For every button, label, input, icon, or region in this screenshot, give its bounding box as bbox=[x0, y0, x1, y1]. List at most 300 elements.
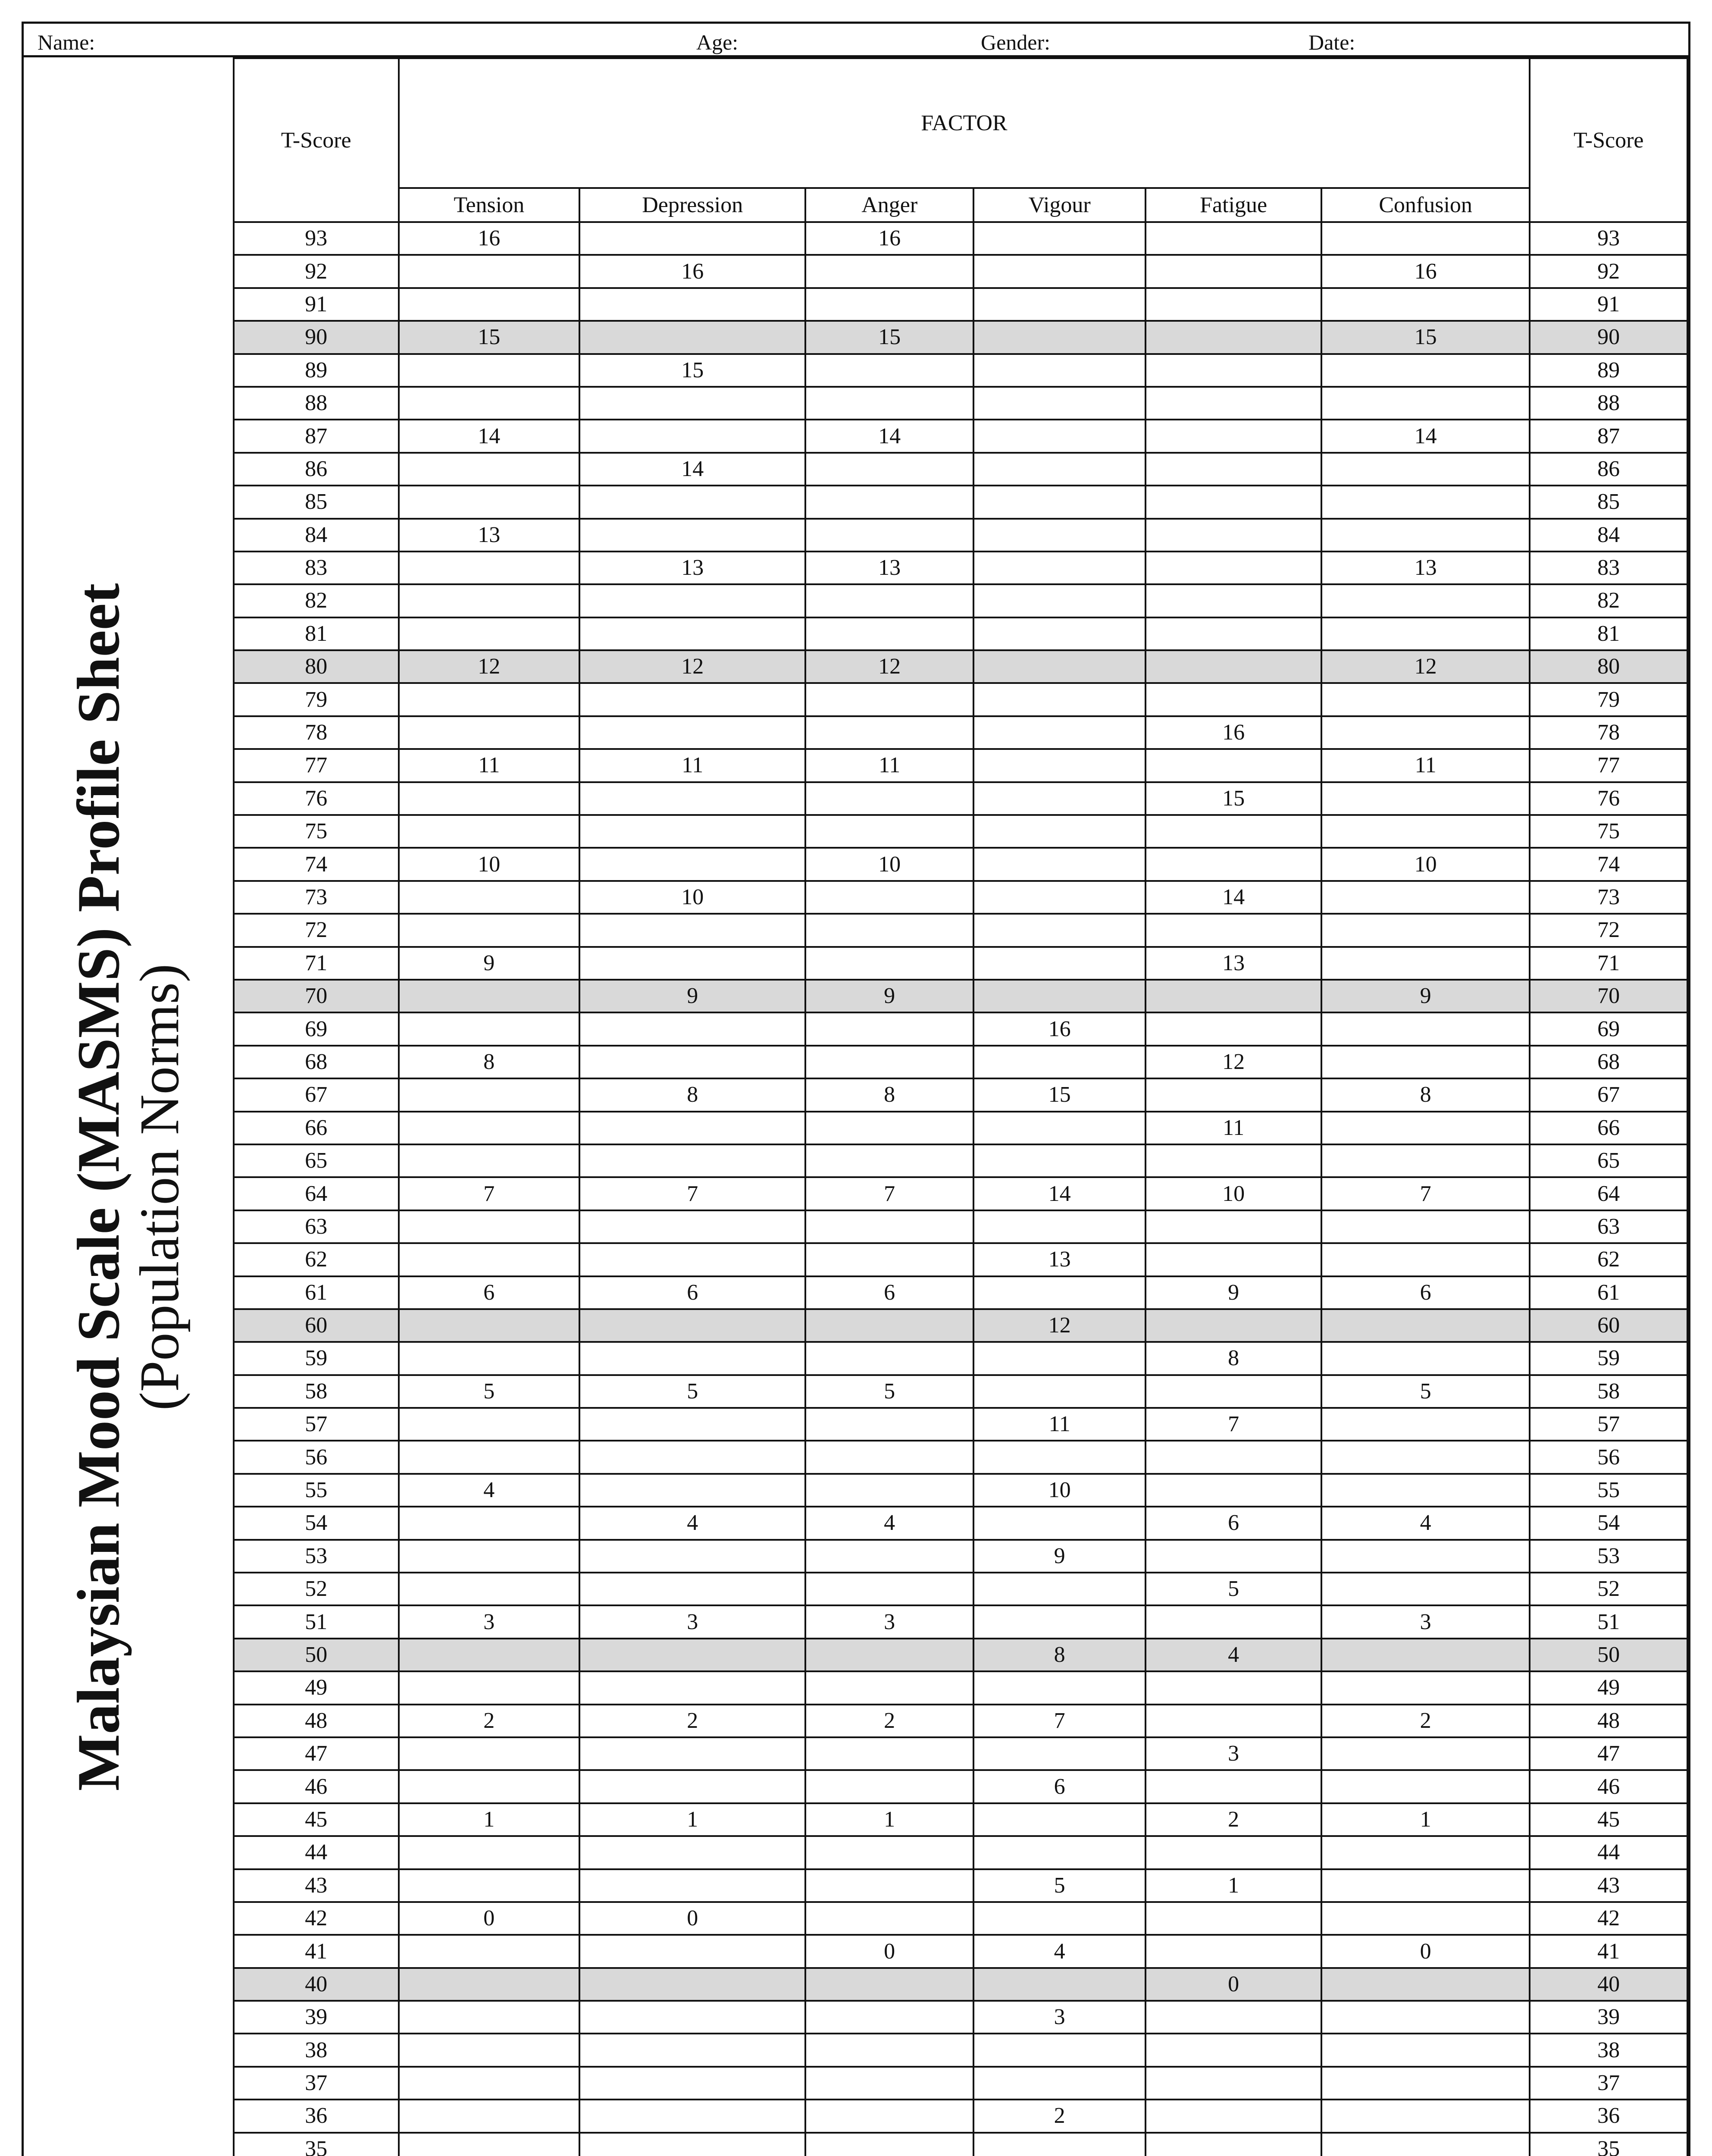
tscore-cell-left: 85 bbox=[234, 486, 399, 518]
confusion-cell: 9 bbox=[1321, 980, 1530, 1012]
vigour-cell: 14 bbox=[973, 1177, 1146, 1210]
confusion-cell bbox=[1321, 716, 1530, 749]
depression-cell bbox=[579, 1342, 805, 1375]
vigour-cell bbox=[973, 2034, 1146, 2066]
depression-cell: 15 bbox=[579, 354, 805, 387]
table-row bbox=[234, 387, 1687, 420]
tscore-cell-left: 43 bbox=[234, 1869, 399, 1902]
anger-cell bbox=[805, 1540, 973, 1573]
tscore-cell-left: 35 bbox=[234, 2133, 399, 2156]
tension-cell bbox=[399, 255, 579, 288]
fatigue-cell bbox=[1146, 1144, 1321, 1177]
table-row bbox=[234, 519, 1687, 552]
tscore-cell-right: 59 bbox=[1530, 1342, 1687, 1375]
depression-cell bbox=[579, 683, 805, 716]
table-row bbox=[234, 552, 1687, 584]
tscore-cell-left: 93 bbox=[234, 222, 399, 255]
tscore-cell-right: 89 bbox=[1530, 354, 1687, 387]
depression-cell bbox=[579, 584, 805, 617]
confusion-cell: 0 bbox=[1321, 1935, 1530, 1968]
tscore-cell-right: 73 bbox=[1530, 881, 1687, 914]
table-row bbox=[234, 1276, 1687, 1309]
tscore-cell-right: 82 bbox=[1530, 584, 1687, 617]
confusion-cell: 6 bbox=[1321, 1276, 1530, 1309]
anger-cell bbox=[805, 1012, 973, 1045]
fatigue-cell bbox=[1146, 222, 1321, 255]
confusion-cell bbox=[1321, 2133, 1530, 2156]
table-row bbox=[234, 584, 1687, 617]
depression-cell: 0 bbox=[579, 1902, 805, 1935]
vigour-cell bbox=[973, 716, 1146, 749]
anger-cell: 1 bbox=[805, 1803, 973, 1836]
confusion-cell bbox=[1321, 947, 1530, 980]
tscore-cell-right: 48 bbox=[1530, 1705, 1687, 1737]
tscore-cell-left: 90 bbox=[234, 321, 399, 354]
tscore-cell-right: 55 bbox=[1530, 1474, 1687, 1507]
fatigue-cell bbox=[1146, 2034, 1321, 2066]
table-row bbox=[234, 1144, 1687, 1177]
tscore-cell-left: 47 bbox=[234, 1737, 399, 1770]
vigour-cell bbox=[973, 1605, 1146, 1638]
table-row bbox=[234, 1078, 1687, 1111]
vigour-cell bbox=[973, 1046, 1146, 1078]
confusion-cell bbox=[1321, 1639, 1530, 1671]
anger-cell bbox=[805, 2034, 973, 2066]
vigour-cell bbox=[973, 354, 1146, 387]
table-row bbox=[234, 2133, 1687, 2156]
anger-cell bbox=[805, 1243, 973, 1276]
vigour-cell: 2 bbox=[973, 2100, 1146, 2132]
vigour-cell bbox=[973, 749, 1146, 782]
vigour-cell bbox=[973, 1441, 1146, 1473]
tscore-cell-left: 39 bbox=[234, 2001, 399, 2034]
age-label: Age: bbox=[696, 30, 739, 54]
vigour-cell: 7 bbox=[973, 1705, 1146, 1737]
fatigue-cell bbox=[1146, 1770, 1321, 1803]
table-row bbox=[234, 1375, 1687, 1408]
vigour-cell bbox=[973, 881, 1146, 914]
depression-cell: 3 bbox=[579, 1605, 805, 1638]
tscore-cell-right: 90 bbox=[1530, 321, 1687, 354]
tension-cell bbox=[399, 683, 579, 716]
tscore-cell-right: 38 bbox=[1530, 2034, 1687, 2066]
tscore-cell-left: 68 bbox=[234, 1046, 399, 1078]
tscore-cell-right: 75 bbox=[1530, 815, 1687, 848]
vigour-cell bbox=[973, 1836, 1146, 1869]
tscore-cell-right: 86 bbox=[1530, 453, 1687, 486]
vigour-cell bbox=[973, 683, 1146, 716]
confusion-cell: 15 bbox=[1321, 321, 1530, 354]
confusion-cell bbox=[1321, 1737, 1530, 1770]
depression-cell bbox=[579, 1309, 805, 1342]
table-row bbox=[234, 420, 1687, 452]
anger-cell bbox=[805, 2100, 973, 2132]
tscore-cell-left: 66 bbox=[234, 1112, 399, 1144]
tscore-cell-right: 65 bbox=[1530, 1144, 1687, 1177]
tscore-cell-left: 48 bbox=[234, 1705, 399, 1737]
confusion-cell bbox=[1321, 1540, 1530, 1573]
fatigue-cell bbox=[1146, 815, 1321, 848]
tscore-cell-right: 79 bbox=[1530, 683, 1687, 716]
tscore-cell-left: 84 bbox=[234, 519, 399, 552]
table-row bbox=[234, 1573, 1687, 1605]
tscore-cell-right: 39 bbox=[1530, 2001, 1687, 2034]
vigour-cell: 8 bbox=[973, 1639, 1146, 1671]
confusion-cell bbox=[1321, 683, 1530, 716]
depression-cell bbox=[579, 617, 805, 650]
vigour-cell bbox=[973, 947, 1146, 980]
tscore-cell-right: 80 bbox=[1530, 650, 1687, 683]
tscore-cell-left: 87 bbox=[234, 420, 399, 452]
vigour-cell bbox=[973, 519, 1146, 552]
tscore-cell-left: 80 bbox=[234, 650, 399, 683]
tscore-cell-right: 36 bbox=[1530, 2100, 1687, 2132]
vigour-cell bbox=[973, 321, 1146, 354]
depression-cell bbox=[579, 2034, 805, 2066]
fatigue-cell: 16 bbox=[1146, 716, 1321, 749]
tscore-cell-right: 63 bbox=[1530, 1210, 1687, 1243]
tscore-cell-right: 51 bbox=[1530, 1605, 1687, 1638]
confusion-cell bbox=[1321, 1243, 1530, 1276]
anger-cell bbox=[805, 815, 973, 848]
tension-cell: 12 bbox=[399, 650, 579, 683]
table-row bbox=[234, 881, 1687, 914]
tscore-cell-left: 64 bbox=[234, 1177, 399, 1210]
tension-cell bbox=[399, 1639, 579, 1671]
confusion-cell bbox=[1321, 519, 1530, 552]
depression-cell: 6 bbox=[579, 1276, 805, 1309]
confusion-cell bbox=[1321, 1474, 1530, 1507]
fatigue-cell bbox=[1146, 1705, 1321, 1737]
confusion-cell bbox=[1321, 1309, 1530, 1342]
confusion-cell bbox=[1321, 881, 1530, 914]
tscore-cell-left: 69 bbox=[234, 1012, 399, 1045]
table-row bbox=[234, 1243, 1687, 1276]
tension-cell bbox=[399, 1309, 579, 1342]
vigour-cell: 3 bbox=[973, 2001, 1146, 2034]
vigour-cell bbox=[973, 617, 1146, 650]
tscore-cell-right: 46 bbox=[1530, 1770, 1687, 1803]
anger-cell: 3 bbox=[805, 1605, 973, 1638]
anger-cell bbox=[805, 2001, 973, 2034]
tscore-cell-right: 76 bbox=[1530, 782, 1687, 815]
vigour-cell: 5 bbox=[973, 1869, 1146, 1902]
tension-cell bbox=[399, 1540, 579, 1573]
table-row bbox=[234, 815, 1687, 848]
tscore-cell-right: 47 bbox=[1530, 1737, 1687, 1770]
anger-cell bbox=[805, 1671, 973, 1704]
table-row bbox=[234, 1046, 1687, 1078]
table-row bbox=[234, 1902, 1687, 1935]
tension-cell bbox=[399, 552, 579, 584]
vigour-cell bbox=[973, 980, 1146, 1012]
tension-cell: 8 bbox=[399, 1046, 579, 1078]
vigour-cell bbox=[973, 486, 1146, 518]
tscore-cell-right: 54 bbox=[1530, 1507, 1687, 1539]
vigour-cell bbox=[973, 255, 1146, 288]
depression-cell: 4 bbox=[579, 1507, 805, 1539]
tscore-cell-right: 61 bbox=[1530, 1276, 1687, 1309]
tscore-cell-right: 43 bbox=[1530, 1869, 1687, 1902]
tscore-cell-right: 53 bbox=[1530, 1540, 1687, 1573]
tension-cell: 2 bbox=[399, 1705, 579, 1737]
factor-depression-header: Depression bbox=[579, 188, 805, 222]
tscore-cell-left: 36 bbox=[234, 2100, 399, 2132]
vigour-cell bbox=[973, 1902, 1146, 1935]
depression-cell bbox=[579, 1144, 805, 1177]
depression-cell: 1 bbox=[579, 1803, 805, 1836]
vigour-cell bbox=[973, 1803, 1146, 1836]
vigour-cell bbox=[973, 2133, 1146, 2156]
confusion-cell bbox=[1321, 584, 1530, 617]
fatigue-cell bbox=[1146, 288, 1321, 321]
vigour-cell bbox=[973, 387, 1146, 420]
anger-cell bbox=[805, 1573, 973, 1605]
depression-cell bbox=[579, 1046, 805, 1078]
tension-cell bbox=[399, 1078, 579, 1111]
tension-cell bbox=[399, 2034, 579, 2066]
vigour-cell bbox=[973, 848, 1146, 881]
tscore-cell-left: 86 bbox=[234, 453, 399, 486]
tscore-cell-right: 87 bbox=[1530, 420, 1687, 452]
tscore-cell-right: 60 bbox=[1530, 1309, 1687, 1342]
confusion-cell bbox=[1321, 2001, 1530, 2034]
fatigue-cell: 2 bbox=[1146, 1803, 1321, 1836]
depression-cell bbox=[579, 1540, 805, 1573]
vigour-cell bbox=[973, 650, 1146, 683]
tension-cell: 9 bbox=[399, 947, 579, 980]
depression-cell: 13 bbox=[579, 552, 805, 584]
vigour-cell bbox=[973, 222, 1146, 255]
tscore-cell-left: 82 bbox=[234, 584, 399, 617]
table-row bbox=[234, 914, 1687, 946]
tscore-cell-left: 57 bbox=[234, 1408, 399, 1441]
tscore-cell-right: 52 bbox=[1530, 1573, 1687, 1605]
tension-cell bbox=[399, 387, 579, 420]
depression-cell bbox=[579, 1968, 805, 2001]
tension-cell: 11 bbox=[399, 749, 579, 782]
tscore-cell-left: 40 bbox=[234, 1968, 399, 2001]
fatigue-cell: 10 bbox=[1146, 1177, 1321, 1210]
confusion-cell: 5 bbox=[1321, 1375, 1530, 1408]
anger-cell bbox=[805, 617, 973, 650]
tension-cell bbox=[399, 617, 579, 650]
table-row bbox=[234, 354, 1687, 387]
tscore-cell-left: 52 bbox=[234, 1573, 399, 1605]
anger-cell bbox=[805, 2067, 973, 2100]
factor-header: FACTOR bbox=[399, 58, 1530, 188]
title-column bbox=[24, 57, 233, 2156]
depression-cell bbox=[579, 222, 805, 255]
fatigue-cell: 9 bbox=[1146, 1276, 1321, 1309]
confusion-cell bbox=[1321, 1573, 1530, 1605]
tscore-cell-left: 63 bbox=[234, 1210, 399, 1243]
anger-cell bbox=[805, 255, 973, 288]
tscore-cell-left: 89 bbox=[234, 354, 399, 387]
vigour-cell bbox=[973, 453, 1146, 486]
vigour-cell bbox=[973, 1737, 1146, 1770]
tscore-cell-right: 91 bbox=[1530, 288, 1687, 321]
vigour-cell: 9 bbox=[973, 1540, 1146, 1573]
tscore-cell-left: 61 bbox=[234, 1276, 399, 1309]
fatigue-cell: 4 bbox=[1146, 1639, 1321, 1671]
vigour-cell bbox=[973, 2067, 1146, 2100]
fatigue-cell bbox=[1146, 321, 1321, 354]
depression-cell bbox=[579, 716, 805, 749]
factor-fatigue-header: Fatigue bbox=[1146, 188, 1321, 222]
anger-cell bbox=[805, 1869, 973, 1902]
tscore-cell-right: 81 bbox=[1530, 617, 1687, 650]
table-row bbox=[234, 716, 1687, 749]
tscore-cell-left: 78 bbox=[234, 716, 399, 749]
fatigue-cell bbox=[1146, 2100, 1321, 2132]
anger-cell: 9 bbox=[805, 980, 973, 1012]
tscore-cell-left: 81 bbox=[234, 617, 399, 650]
confusion-cell bbox=[1321, 222, 1530, 255]
depression-cell bbox=[579, 2001, 805, 2034]
anger-cell bbox=[805, 2133, 973, 2156]
depression-cell: 11 bbox=[579, 749, 805, 782]
tscore-cell-right: 41 bbox=[1530, 1935, 1687, 1968]
depression-cell: 14 bbox=[579, 453, 805, 486]
tscore-cell-left: 72 bbox=[234, 914, 399, 946]
confusion-cell bbox=[1321, 288, 1530, 321]
confusion-cell bbox=[1321, 2034, 1530, 2066]
tscore-cell-left: 58 bbox=[234, 1375, 399, 1408]
anger-cell bbox=[805, 1737, 973, 1770]
depression-cell bbox=[579, 2133, 805, 2156]
fatigue-cell bbox=[1146, 617, 1321, 650]
table-row bbox=[234, 1177, 1687, 1210]
confusion-cell: 13 bbox=[1321, 552, 1530, 584]
tension-cell: 14 bbox=[399, 420, 579, 452]
tscore-cell-right: 50 bbox=[1530, 1639, 1687, 1671]
tension-cell bbox=[399, 1210, 579, 1243]
depression-cell bbox=[579, 782, 805, 815]
tscore-cell-right: 57 bbox=[1530, 1408, 1687, 1441]
norms-table bbox=[233, 57, 1688, 2156]
tscore-cell-right: 74 bbox=[1530, 848, 1687, 881]
sheet-subtitle: (Population Norms) bbox=[128, 963, 191, 1411]
tscore-cell-right: 62 bbox=[1530, 1243, 1687, 1276]
fatigue-cell bbox=[1146, 552, 1321, 584]
tscore-cell-left: 60 bbox=[234, 1309, 399, 1342]
table-row bbox=[234, 1770, 1687, 1803]
tscore-cell-left: 75 bbox=[234, 815, 399, 848]
vigour-cell: 11 bbox=[973, 1408, 1146, 1441]
tscore-cell-right: 78 bbox=[1530, 716, 1687, 749]
table-row bbox=[234, 782, 1687, 815]
tension-cell: 3 bbox=[399, 1605, 579, 1638]
tscore-cell-left: 49 bbox=[234, 1671, 399, 1704]
confusion-cell bbox=[1321, 1968, 1530, 2001]
tscore-cell-left: 71 bbox=[234, 947, 399, 980]
table-row bbox=[234, 650, 1687, 683]
anger-cell: 10 bbox=[805, 848, 973, 881]
depression-cell bbox=[579, 486, 805, 518]
confusion-cell bbox=[1321, 617, 1530, 650]
anger-cell: 11 bbox=[805, 749, 973, 782]
fatigue-cell: 8 bbox=[1146, 1342, 1321, 1375]
fatigue-cell: 11 bbox=[1146, 1112, 1321, 1144]
depression-cell bbox=[579, 1243, 805, 1276]
fatigue-cell bbox=[1146, 980, 1321, 1012]
vigour-cell bbox=[973, 552, 1146, 584]
tension-cell: 16 bbox=[399, 222, 579, 255]
tscore-cell-left: 67 bbox=[234, 1078, 399, 1111]
confusion-cell: 12 bbox=[1321, 650, 1530, 683]
tension-cell bbox=[399, 1935, 579, 1968]
anger-cell bbox=[805, 881, 973, 914]
tscore-cell-left: 50 bbox=[234, 1639, 399, 1671]
tension-cell bbox=[399, 980, 579, 1012]
anger-cell bbox=[805, 453, 973, 486]
depression-cell bbox=[579, 947, 805, 980]
gender-label: Gender: bbox=[981, 30, 1051, 54]
confusion-cell: 1 bbox=[1321, 1803, 1530, 1836]
tscore-cell-left: 76 bbox=[234, 782, 399, 815]
depression-cell: 12 bbox=[579, 650, 805, 683]
depression-cell bbox=[579, 1441, 805, 1473]
tscore-cell-left: 88 bbox=[234, 387, 399, 420]
table-row bbox=[234, 1309, 1687, 1342]
tension-cell: 1 bbox=[399, 1803, 579, 1836]
table-row bbox=[234, 2034, 1687, 2066]
tension-cell bbox=[399, 716, 579, 749]
tscore-cell-right: 66 bbox=[1530, 1112, 1687, 1144]
confusion-cell bbox=[1321, 1902, 1530, 1935]
tscore-cell-right: 37 bbox=[1530, 2067, 1687, 2100]
anger-cell: 5 bbox=[805, 1375, 973, 1408]
anger-cell bbox=[805, 782, 973, 815]
respondent-header bbox=[24, 24, 1688, 57]
table-row bbox=[234, 2100, 1687, 2132]
depression-cell: 9 bbox=[579, 980, 805, 1012]
table-row bbox=[234, 1737, 1687, 1770]
tension-cell: 15 bbox=[399, 321, 579, 354]
anger-cell bbox=[805, 914, 973, 946]
anger-cell bbox=[805, 1474, 973, 1507]
tscore-cell-right: 58 bbox=[1530, 1375, 1687, 1408]
vigour-cell bbox=[973, 1342, 1146, 1375]
table-row bbox=[234, 683, 1687, 716]
vigour-cell: 4 bbox=[973, 1935, 1146, 1968]
table-row bbox=[234, 1474, 1687, 1507]
table-row bbox=[234, 1968, 1687, 2001]
tscore-cell-right: 92 bbox=[1530, 255, 1687, 288]
vigour-cell bbox=[973, 815, 1146, 848]
confusion-cell: 7 bbox=[1321, 1177, 1530, 1210]
tscore-cell-left: 51 bbox=[234, 1605, 399, 1638]
anger-cell bbox=[805, 1309, 973, 1342]
fatigue-cell bbox=[1146, 1540, 1321, 1573]
vigour-cell: 10 bbox=[973, 1474, 1146, 1507]
depression-cell: 8 bbox=[579, 1078, 805, 1111]
fatigue-cell bbox=[1146, 1210, 1321, 1243]
fatigue-cell: 7 bbox=[1146, 1408, 1321, 1441]
confusion-cell bbox=[1321, 1869, 1530, 1902]
tension-cell: 5 bbox=[399, 1375, 579, 1408]
fatigue-cell bbox=[1146, 2001, 1321, 2034]
tension-cell bbox=[399, 1836, 579, 1869]
depression-cell bbox=[579, 1012, 805, 1045]
tscore-cell-left: 70 bbox=[234, 980, 399, 1012]
anger-cell bbox=[805, 288, 973, 321]
factor-tension-header: Tension bbox=[399, 188, 579, 222]
anger-cell bbox=[805, 1639, 973, 1671]
table-row bbox=[234, 749, 1687, 782]
norms-table-body bbox=[234, 222, 1687, 2156]
